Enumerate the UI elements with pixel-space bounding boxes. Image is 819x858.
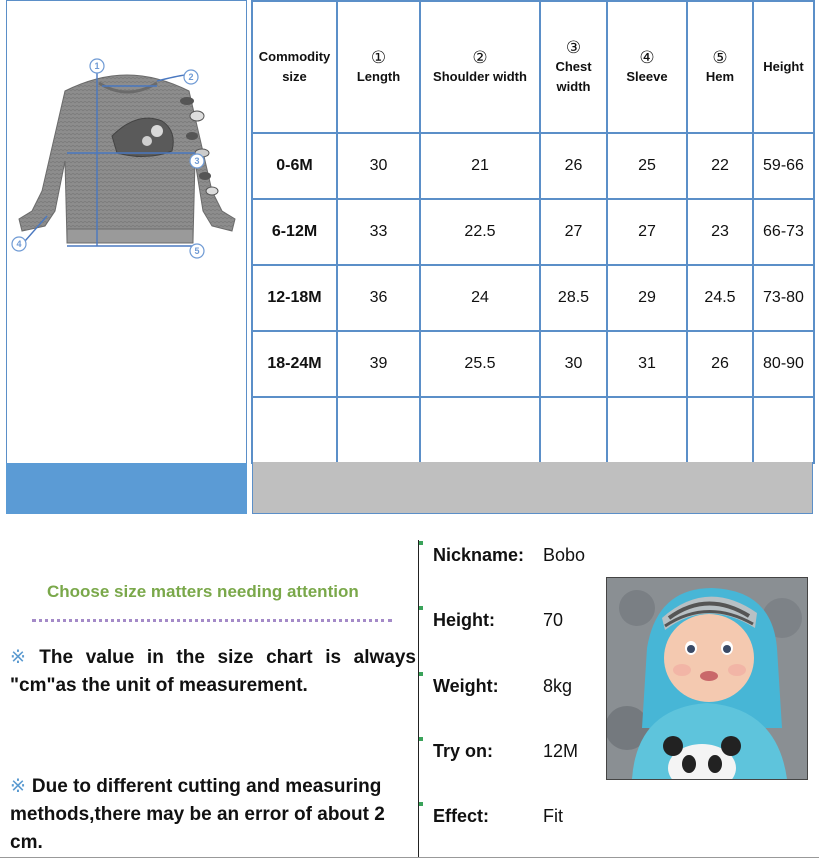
header-length: ① Length bbox=[337, 1, 420, 133]
cell-size: 6-12M bbox=[252, 199, 337, 265]
blue-footer-bar bbox=[6, 463, 247, 514]
sweater-diagram-panel bbox=[6, 0, 247, 463]
header-chest-width: ③ Chest width bbox=[540, 1, 607, 133]
cell-hem: 23 bbox=[687, 199, 753, 265]
cell-hem: 24.5 bbox=[687, 265, 753, 331]
divider-tick bbox=[419, 737, 423, 741]
divider-tick bbox=[419, 606, 423, 610]
cell-height: 66-73 bbox=[753, 199, 814, 265]
cell-shoulder: 25.5 bbox=[420, 331, 540, 397]
nickname-value: Bobo bbox=[543, 545, 586, 565]
reference-mark-icon: ※ bbox=[10, 776, 26, 797]
sweater-diagram bbox=[7, 41, 246, 341]
cell-length: 36 bbox=[337, 265, 420, 331]
note-unit: ※ The value in the size chart is always "cm"as the unit of measurement. bbox=[10, 647, 417, 696]
cell-size: 18-24M bbox=[252, 331, 337, 397]
svg-text:4: 4 bbox=[16, 239, 22, 249]
header-sleeve: ④ Sleeve bbox=[607, 1, 687, 133]
table-header-row bbox=[252, 1, 814, 133]
divider-tick bbox=[419, 541, 423, 545]
table-row-empty bbox=[252, 397, 814, 463]
cell-chest: 27 bbox=[540, 199, 607, 265]
divider-tick bbox=[419, 672, 423, 676]
cell-length: 30 bbox=[337, 133, 420, 199]
vertical-divider bbox=[418, 540, 419, 858]
cell-height: 73-80 bbox=[753, 265, 814, 331]
tryon-label: Try on: bbox=[433, 741, 494, 761]
cell-sleeve: 31 bbox=[607, 331, 687, 397]
cell-height: 59-66 bbox=[753, 133, 814, 199]
cell-chest: 28.5 bbox=[540, 265, 607, 331]
header-shoulder-width: ② Shoulder width bbox=[420, 1, 540, 133]
cell-size: 12-18M bbox=[252, 265, 337, 331]
cell-sleeve: 27 bbox=[607, 199, 687, 265]
cell-sleeve: 25 bbox=[607, 133, 687, 199]
nickname-label: Nickname: bbox=[433, 545, 525, 565]
svg-text:1: 1 bbox=[94, 61, 100, 71]
baby-illustration bbox=[607, 578, 807, 779]
weight-value: 8kg bbox=[543, 676, 573, 696]
dotted-divider bbox=[32, 619, 392, 622]
svg-text:5: 5 bbox=[194, 246, 200, 256]
table-row bbox=[252, 265, 814, 331]
svg-text:2: 2 bbox=[188, 72, 194, 82]
table-row bbox=[252, 331, 814, 397]
cell-height: 80-90 bbox=[753, 331, 814, 397]
effect-value: Fit bbox=[543, 806, 563, 826]
table-row bbox=[252, 133, 814, 199]
header-height: Height bbox=[753, 1, 814, 133]
tryon-value: 12M bbox=[543, 741, 579, 761]
table-row bbox=[252, 199, 814, 265]
gray-footer-bar bbox=[252, 462, 813, 514]
cell-length: 33 bbox=[337, 199, 420, 265]
size-chart-table bbox=[251, 0, 815, 464]
cell-hem: 22 bbox=[687, 133, 753, 199]
cell-shoulder: 24 bbox=[420, 265, 540, 331]
cell-sleeve: 29 bbox=[607, 265, 687, 331]
weight-label: Weight: bbox=[433, 676, 499, 696]
svg-text:3: 3 bbox=[194, 156, 200, 166]
cell-size: 0-6M bbox=[252, 133, 337, 199]
cell-hem: 26 bbox=[687, 331, 753, 397]
cell-shoulder: 21 bbox=[420, 133, 540, 199]
height-label: Height: bbox=[433, 610, 495, 630]
cell-length: 39 bbox=[337, 331, 420, 397]
height-value: 70 bbox=[543, 610, 564, 630]
model-photo bbox=[606, 577, 808, 780]
divider-tick bbox=[419, 802, 423, 806]
header-hem: ⑤ Hem bbox=[687, 1, 753, 133]
effect-label: Effect: bbox=[433, 806, 490, 826]
attention-heading: Choose size matters needing attention bbox=[47, 582, 359, 601]
header-commodity-size: Commodity size bbox=[252, 1, 337, 133]
cell-chest: 30 bbox=[540, 331, 607, 397]
note-error: ※ Due to different cutting and measuring methods,there may be an error of about 2 cm. bbox=[10, 776, 385, 853]
cell-shoulder: 22.5 bbox=[420, 199, 540, 265]
cell-chest: 26 bbox=[540, 133, 607, 199]
reference-mark-icon: ※ bbox=[10, 647, 34, 668]
